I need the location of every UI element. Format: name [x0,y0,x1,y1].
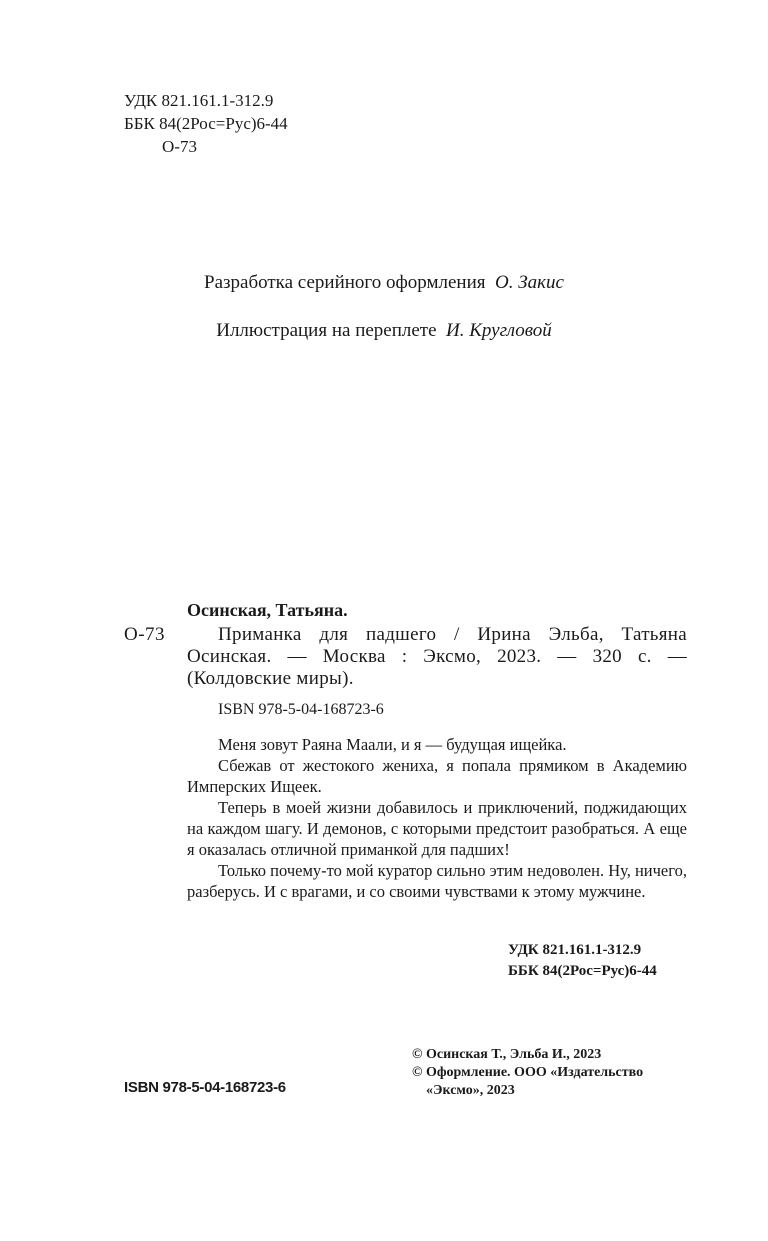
series-design-credit [0,272,768,294]
bib-isbn: ISBN 978-5-04-168723-6 [218,701,384,718]
bib-description-text: Приманка для падшего / Ирина Эльба, Татьяна Осинская. — Москва : Эксмо, 2023. — 320 с. — (Колдовские миры). [187,624,687,689]
bottom-classification-codes [508,940,657,982]
series-design-name: О. Закис [495,272,564,293]
annotation-paragraph: Только почему-то мой куратор сильно этим недоволен. Ну, ничего, разберусь. И с врагами, и со своими чувствами к этому мужчине. [187,861,687,901]
illustration-name: И. Кругловой [446,320,552,341]
udk-code-bottom: УДК 821.161.1-312.9 [508,942,642,958]
copyright-line: © Оформление. ООО «Издательство [412,1065,644,1080]
copyright-block [412,1046,643,1100]
illustration-label: Иллюстрация на переплете [216,320,437,341]
bbk-code: ББК 84(2Рос=Рус)6-44 [124,114,288,133]
copyright-line: © Осинская Т., Эльба И., 2023 [412,1047,602,1062]
bib-signature: О-73 [124,624,166,645]
bbk-code-bottom: ББК 84(2Рос=Рус)6-44 [508,963,657,979]
author-mark: О-73 [162,137,197,156]
udk-code: УДК 821.161.1-312.9 [124,91,274,110]
top-classification-codes [124,89,288,158]
illustration-credit [0,320,768,342]
annotation-paragraph: Теперь в моей жизни добавилось и приключений, поджидающих на каждом шагу. И демонов, с которыми предстоит разобраться. А еще я оказалась отличной приманкой для падших! [187,798,687,859]
annotation-paragraph: Сбежав от жестокого жениха, я попала прямиком в Академию Имперских Ищеек. [187,756,687,796]
copyright-line: «Эксмо», 2023 [426,1083,515,1098]
bib-author: Осинская, Татьяна. [187,600,348,620]
series-design-label: Разработка серийного оформления [204,272,486,293]
annotation [187,734,687,902]
isbn-large: ISBN 978-5-04-168723-6 [124,1079,286,1096]
bib-description [187,624,687,690]
annotation-paragraph: Меня зовут Раяна Маали, и я — будущая ищейка. [218,735,567,754]
